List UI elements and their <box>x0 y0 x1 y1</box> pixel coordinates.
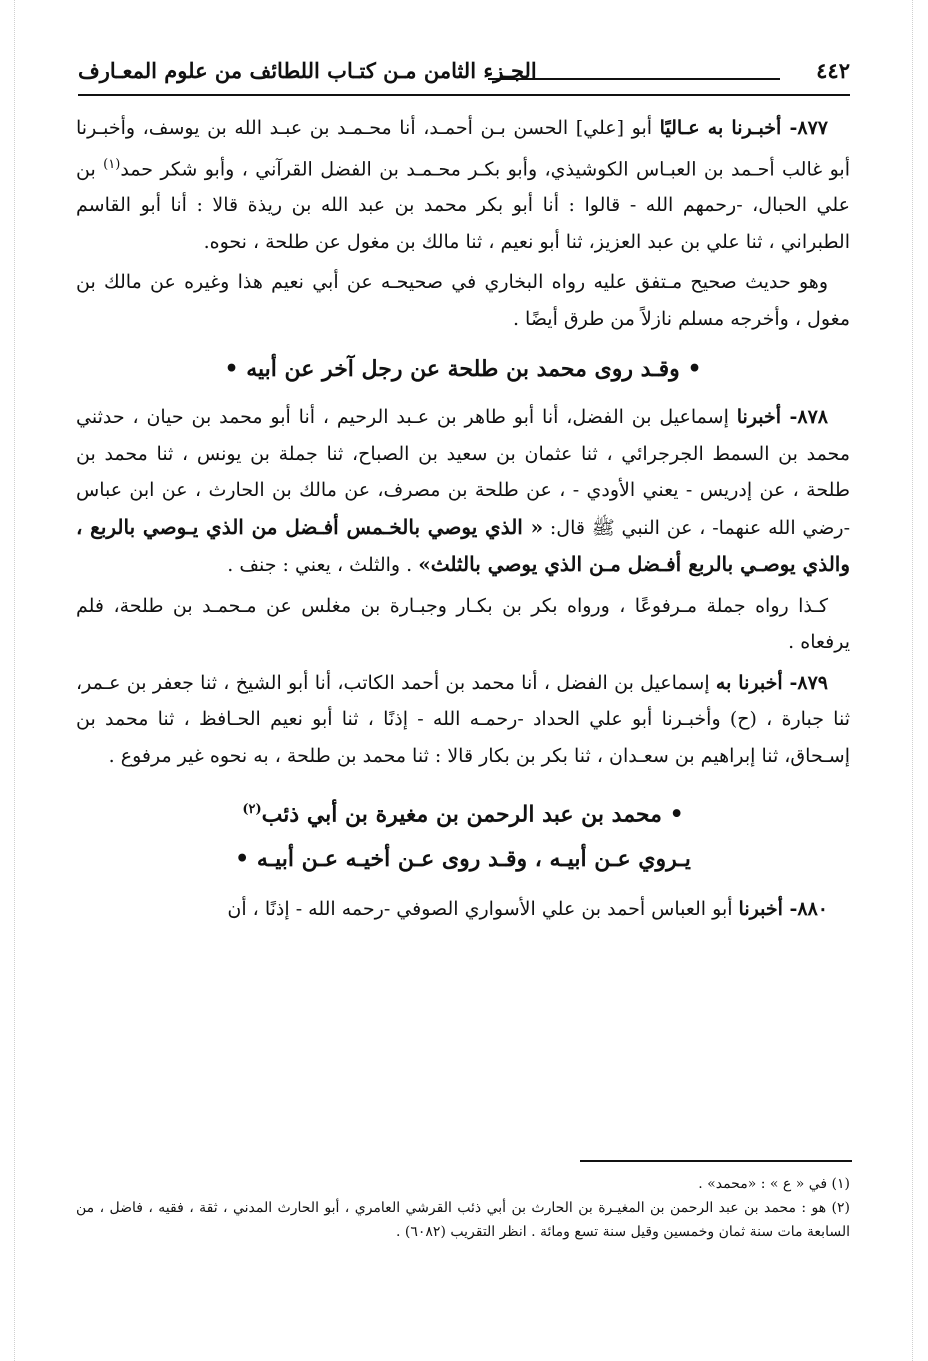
hadith-number: ٨٧٩- أخبرنا به <box>715 671 828 694</box>
paragraph-text: بن علي الحبال، -رحمهم الله - قالوا : أنا أبو بكر محمد بن عبد الله بن ريذة قالا : أنا أبو القاسم الطبراني ، ثنا علي بن عبد العزيز، ثنا أبو نعيم ، ثنا مالك بن مغول عن طلحة ، نحوه. <box>76 157 850 253</box>
paragraph-text: . والثلث ، يعني : جنف . <box>227 554 419 577</box>
paragraph-commentary <box>76 588 850 661</box>
paragraph-880 <box>76 891 850 928</box>
footnote: (١) في « ع » : «محمد» . <box>698 1176 850 1192</box>
hadith-number: ٨٨٠- أخبرنا <box>738 897 828 920</box>
hadith-number: ٨٧٨- أخبرنا <box>736 406 829 429</box>
section-heading <box>76 788 850 880</box>
hadith-matn: « الذي يوصي بالخـمس أفـضل من الذي يـوصي بالربع ، والذي يوصـي بالربع أفـضل مـن الذي يوصي بالثلث» <box>76 514 850 577</box>
footnote-marker: (٢) <box>242 802 262 818</box>
paragraph-commentary <box>76 264 850 337</box>
running-header <box>78 56 850 96</box>
paragraph-text: وهو حديث صحيح مـتفق عليه رواه البخاري في صحيحـه عن أبي نعيم هذا وغيره عن مالك بن مغول ، وأخرجه مسلم نازلاً من طرق أيضًا . <box>76 271 850 330</box>
paragraph-text: إسماعيل بن الفضل، أنا أبو طاهر بن عـبد الرحيم ، أنا أبو محمد بن حيان ، حدثني محمد بن السمط الجرجرائي ، ثنا عثمان بن سعيد بن الصباح، ثنا جملة بن يونس ، ثنا محمد بن طلحة ، عن إدريس - يعني الأودي - ، عن طلحة بن مصرف، عن مالك بن الحارث ، عن ابن عباس -رضي الله عنهما- ، عن النبي ﷺ قال: <box>76 406 850 539</box>
paragraph-text: أبو العباس أحمد بن علي الأسواري الصوفي -رحمه الله - إذنًا ، أن <box>227 897 739 920</box>
heading-line: يـروي عـن أبيـه ، وقـد روى عـن أخيـه عـن أبيـه • <box>235 845 691 872</box>
footnote-marker: (١) <box>103 156 121 172</box>
paragraph-877 <box>76 110 850 260</box>
body-text <box>76 110 850 931</box>
scan-edge-line <box>14 0 15 1361</box>
paragraph-878 <box>76 399 850 584</box>
heading-line: • محمد بن عبد الرحمن بن مغيرة بن أبي ذئب <box>261 801 684 828</box>
page-number: ٤٤٢ <box>816 58 850 83</box>
running-title: الجـزء الثامن مـن كتـاب اللطائف من علوم المعـارف <box>78 58 537 83</box>
footnote-separator <box>580 1160 852 1162</box>
header-rule <box>78 94 850 96</box>
paragraph-text: كـذا رواه جملة مـرفوعًا ، ورواه بكر بن بكـار وجبـارة بن مغلس عن مـحمـد بن طلحة، فلم يرفعاه . <box>76 594 850 654</box>
section-heading: • وقـد روى محمد بن طلحة عن رجل آخر عن أبيه • <box>224 356 702 383</box>
hadith-number: ٨٧٧- أخبـرنا به عـاليًا <box>659 117 828 139</box>
paragraph-text: إسماعيل بن الفضل ، أنا محمد بن أحمد الكاتب، أنا أبو الشيخ ، ثنا جعفر بن عـمر، ثنا جبارة ، (ح) وأخبـرنا أبو علي الحداد -رحمـه الله - إذنًا ، ثنا أبو نعيم الحـافظ ، ثنا محمد بن إسـحاق، ثنا إبراهيم بن سعـدان ، ثنا بكر بن بكار قالا : ثنا محمد بن طلحة ، به نحوه غير مرفوع . <box>76 671 850 767</box>
footnotes <box>76 1172 850 1244</box>
paragraph-879 <box>76 665 850 775</box>
scan-edge-line <box>912 0 913 1361</box>
paragraph-text: أبو [علي] الحسن بـن أحمـد، أنا محـمـد بن عبـد الله بن يوسف، وأخبـرنا أبو غالب أحـمد بن العبـاس الكوشيذي، وأبو بكـر محـمـد بن الفضل القرآني ، وأبو شكر حمد <box>76 117 850 180</box>
footnote: (٢) هو : محمد بن عبد الرحمن بن المغيـرة بن الحارث بن أبي ذئب القرشي العامري ، أبو الحارث المدني ، ثقة ، فقيه ، فاضل ، من السابعة مات سنة ثمان وخمسين وقيل سنة تسع ومائة . انظر التقريب (٦٠٨٢) . <box>76 1200 850 1240</box>
